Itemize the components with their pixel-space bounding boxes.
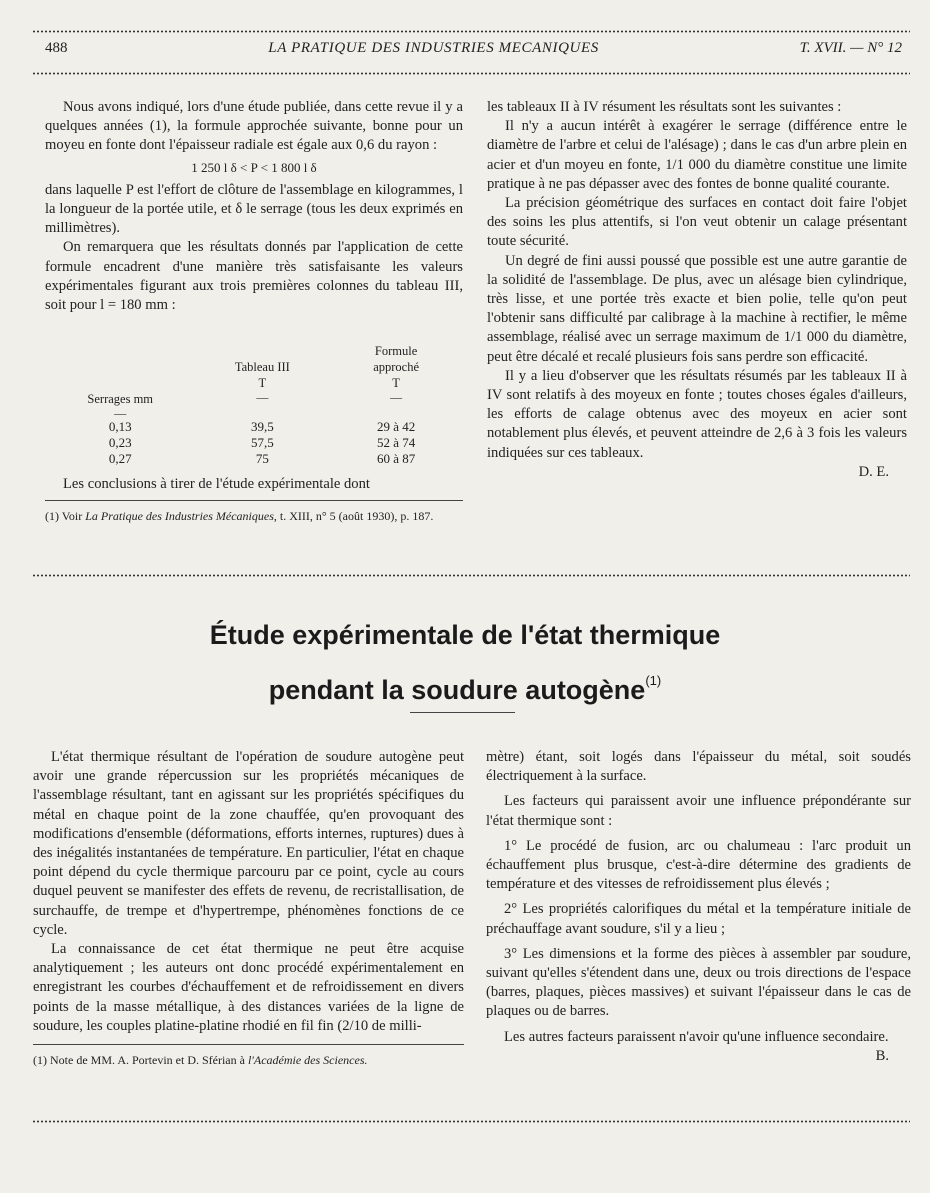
paragraph: L'état thermique résultant de l'opération de soudure autogène peut avoir une grande répercussion sur les propriétés mécaniques de l'assemblage résultant, tant en agissant sur les propriétés spécifiques du métal en chaque point de la zone chauffée, qu'en provoquant des modifications d'ensemble (déformations, efforts internes, ruptures) dues à des inégalités instantanées de température. En particulier, l'état en chaque point dépend du cycle thermique parcouru par ce point, cycle au cours duquel peuvent se manifester des effets de revenu, de recristallisation, de surchauffe, de trempe et d'hypertrempe, phénomènes fonctions de ce cycle. [33,749,464,938]
paragraph: Il n'y a aucun intérêt à exagérer le serrage (différence entre le diamètre de l'arbre et celui de l'alésage) ; dans le cas d'un arbre plein en acier et d'un moyeu en fonte, 1/1 000 du diamètre constitue une limite pratique à ne pas dépasser avec des fontes de bonne qualité courante. [487,118,907,192]
paragraph: Nous avons indiqué, lors d'une étude publiée, dans cette revue il y a quelques années (1), la formule approchée suivante, bonne pour un moyeu en fonte dont l'épaisseur radiale est égale aux 0,6 du rayon : [45,99,463,154]
header-top-dotted-rule [32,30,910,33]
footer-dotted-rule [32,1120,910,1123]
footnote-rule [45,500,463,501]
page-number: 488 [45,40,68,56]
table-cell: 0,23 [108,435,132,451]
paragraph: La précision géométrique des surfaces en contact doit faire l'objet des soins les plus attentifs, si l'on veut obtenir un calage présentant toute sécurité. [487,195,907,250]
paragraph: mètre) étant, soit logés dans l'épaisseur du métal, soit soudés électriquement à la surface. [486,749,911,785]
table-cell: 52 à 74 [376,435,416,451]
paragraph: Il y a lieu d'observer que les résultats résumés par les tableaux II à IV sont relatifs à des moyeux en fonte ; toutes choses égales d'ailleurs, les efforts de calage obtenus avec des moyeux en acier sont notablement plus élevés, et peuvent atteindre de 2,6 à 3 fois les valeurs indiquées sur ces tableaux. [487,367,907,461]
table-header-serrages: Serrages mm — [87,392,154,421]
table-header-formule: Formule approché T — [373,344,420,405]
header-bottom-dotted-rule [32,72,910,75]
table-cell: 57,5 [250,435,274,451]
table-header-row [45,327,463,419]
title-rule [410,712,515,713]
article-title-line2: pendant la soudure autogène$^{(1)}$ [268,673,662,705]
top-left-column [45,98,463,524]
paragraph: Un degré de fini aussi poussé que possible est une autre garantie de la solidité de l'assemblage. De plus, avec un alésage bien cylindrique, très lisse, et une portée très exacte et bien polie, telle qu'on peut l'obtenir sans difficulté par calibrage à la machine à rectifier, le même assemblage, réalisé avec un serrage maximum de 1/1 000 du diamètre, peut être décalé et recalé plusieurs fois sans perdre son efficacité. [487,252,907,365]
issue-number: T. XVII. — N° 12 [799,40,902,56]
page-header [45,40,902,64]
paragraph: dans laquelle P est l'effort de clôture de l'assemblage en kilogrammes, l la longueur de la portée utile, et δ le serrage (tous les deux exprimés en millimètres). [45,181,463,237]
paragraph: les tableaux II à IV résument les résultats sont les suivantes : [487,99,842,115]
table-cell: 60 à 87 [376,451,416,467]
paragraph: 1° Le procédé de fusion, arc ou chalumeau : l'arc produit un échauffement plus brusque, c'est-à-dire détermine des gradients de température et des vitesses de refroidissement plus élevés ; [486,837,911,893]
table-cell: 0,27 [108,451,132,467]
footnote: (1) Note de MM. A. Portevin et D. Sférian à l'Académie des Sciences. [33,1053,368,1068]
section-dotted-rule [32,574,910,577]
table-cell: 29 à 42 [376,419,416,435]
footnote-rule [33,1044,464,1045]
paragraph: Les autres facteurs paraissent n'avoir qu'une influence secondaire. [504,1028,889,1045]
bottom-left-column [33,748,464,1068]
bottom-right-column [486,748,911,1066]
signature: B. [875,1047,889,1064]
journal-title: LA PRATIQUE DES INDUSTRIES MECANIQUES [268,40,599,56]
table-header-tableau: Tableau III T — [234,360,290,405]
title-footnote-ref: (1) [645,673,662,688]
table-row [45,435,463,451]
table-row [45,419,463,435]
paragraph: Les facteurs qui paraissent avoir une influence prépondérante sur l'état thermique sont : [486,793,911,829]
paragraph: Les conclusions à tirer de l'étude expérimentale dont [63,476,370,493]
article-title [0,612,930,713]
top-right-column [487,98,907,482]
formula: 1 250 l δ < P < 1 800 l δ [191,159,317,175]
paragraph: 2° Les propriétés calorifiques du métal et la température initiale de préchauffage avant soudure, s'il y a lieu ; [486,901,911,937]
comparison-table [45,327,463,467]
article-title-line1: Étude expérimentale de l'état thermique [209,620,721,650]
footnote: (1) Voir La Pratique des Industries Mécaniques, t. XIII, n° 5 (août 1930), p. 187. [45,509,434,524]
paragraph: La connaissance de cet état thermique ne peut être acquise analytiquement ; les auteurs ont donc procédé expérimentalement en enregistrant les courbes d'échauffement et de refroidissement en divers points de la masse métallique, à des distances variées de la ligne de soudure, les couples platine-platine rhodié en fil fin (2/10 de milli- [33,941,464,1034]
table-row [45,451,463,467]
signature: D. E. [858,463,889,480]
paragraph: 3° Les dimensions et la forme des pièces à assembler par soudure, suivant qu'elles s'étendent dans une, deux ou trois directions de l'espace (barres, plaques, pièces massives) et suivant l'épaisseur dans le cas de plaques ou de barres. [486,945,911,1020]
table-cell: 75 [255,451,269,467]
paragraph: On remarquera que les résultats donnés par l'application de cette formule encadrent d'une manière très satisfaisante les valeurs expérimentales figurant aux trois premières colonnes du tableau III, soit pour l = 180 mm : [45,239,463,314]
table-cell: 0,13 [108,419,132,435]
table-cell: 39,5 [250,419,274,435]
